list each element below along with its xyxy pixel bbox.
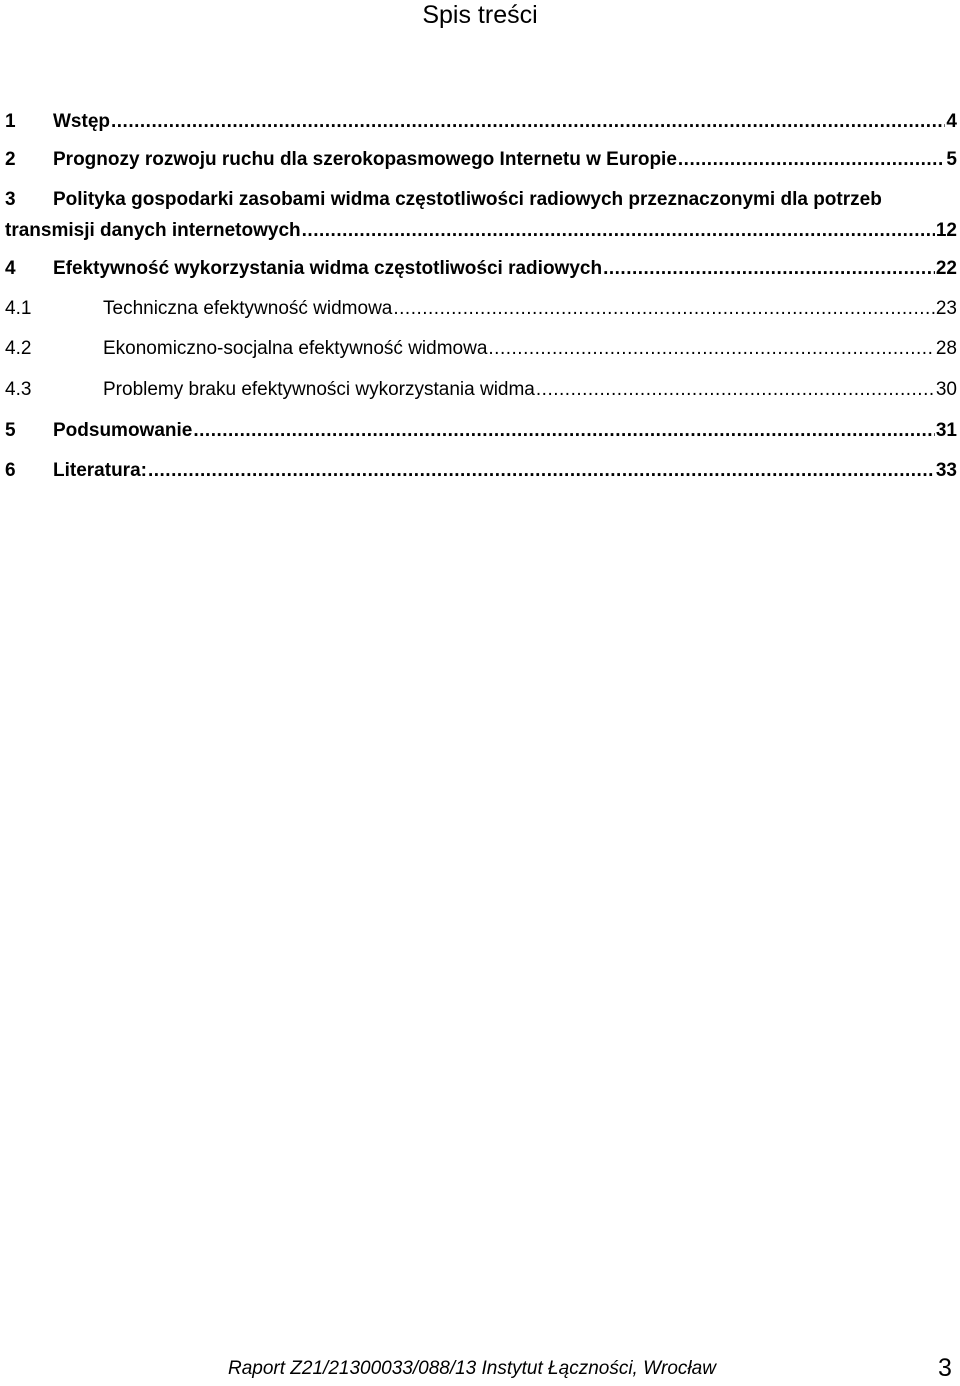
toc-entry-number: 4.3 bbox=[5, 379, 32, 400]
dot-leader bbox=[603, 257, 935, 281]
toc-entry-label: Problemy braku efektywności wykorzystania widma bbox=[103, 379, 535, 400]
toc-entry-1[interactable] bbox=[5, 110, 960, 134]
toc-entry-4-2[interactable] bbox=[5, 337, 960, 361]
toc-entry-label: Prognozy rozwoju ruchu dla szerokopasmowego Internetu w Europie bbox=[53, 149, 677, 170]
toc-entry-3[interactable] bbox=[5, 186, 960, 245]
toc-entry-page: 31 bbox=[935, 420, 957, 441]
toc-entry-2[interactable] bbox=[5, 148, 960, 172]
toc-entry-label-line2: transmisji danych internetowych bbox=[5, 220, 301, 241]
toc-entry-label: Podsumowanie bbox=[53, 420, 193, 441]
dot-leader bbox=[488, 337, 934, 361]
toc-entry-page: 22 bbox=[935, 258, 957, 279]
toc-entry-page: 12 bbox=[935, 220, 957, 241]
toc-entry-page: 28 bbox=[935, 338, 957, 359]
dot-leader bbox=[193, 419, 935, 443]
toc-entry-number: 6 bbox=[5, 460, 16, 481]
toc-entry-4-3[interactable] bbox=[5, 378, 960, 402]
toc-entry-label-line1: Polityka gospodarki zasobami widma częstotliwości radiowych przeznaczonymi dla potrzeb bbox=[53, 189, 882, 210]
toc-entry-4[interactable] bbox=[5, 257, 960, 281]
dot-leader bbox=[111, 110, 945, 134]
toc-entry-page: 23 bbox=[935, 298, 957, 319]
toc-entry-label: Efektywność wykorzystania widma częstotliwości radiowych bbox=[53, 258, 603, 279]
dot-leader bbox=[148, 459, 935, 483]
toc-entry-number: 4 bbox=[5, 258, 16, 279]
toc-entry-number: 4.1 bbox=[5, 298, 32, 319]
toc-entry-4-1[interactable] bbox=[5, 297, 960, 321]
page-title: Spis treści bbox=[422, 1, 538, 29]
dot-leader bbox=[302, 217, 935, 245]
toc-entry-page: 33 bbox=[935, 460, 957, 481]
toc-entry-5[interactable] bbox=[5, 419, 960, 443]
toc-entry-number: 5 bbox=[5, 420, 16, 441]
toc-entry-page: 4 bbox=[946, 111, 957, 132]
toc-entry-label: Ekonomiczno-socjalna efektywność widmowa bbox=[103, 338, 488, 359]
dot-leader bbox=[678, 148, 946, 172]
toc-entry-number: 4.2 bbox=[5, 338, 32, 359]
toc-entry-label: Techniczna efektywność widmowa bbox=[103, 298, 393, 319]
toc-entry-page: 30 bbox=[935, 379, 957, 400]
toc-entry-label: Literatura: bbox=[53, 460, 147, 481]
toc-entry-6[interactable] bbox=[5, 459, 960, 483]
dot-leader bbox=[393, 297, 935, 321]
toc-entry-number: 2 bbox=[5, 149, 16, 170]
toc-entry-label: Wstęp bbox=[53, 111, 110, 132]
dot-leader bbox=[536, 378, 935, 402]
toc-entry-number: 1 bbox=[5, 111, 16, 132]
page-number: 3 bbox=[938, 1354, 952, 1382]
footer-text: Raport Z21/21300033/088/13 Instytut Łączności, Wrocław bbox=[228, 1358, 716, 1379]
toc-entry-page: 5 bbox=[946, 149, 957, 170]
toc-entry-number: 3 bbox=[5, 189, 16, 210]
